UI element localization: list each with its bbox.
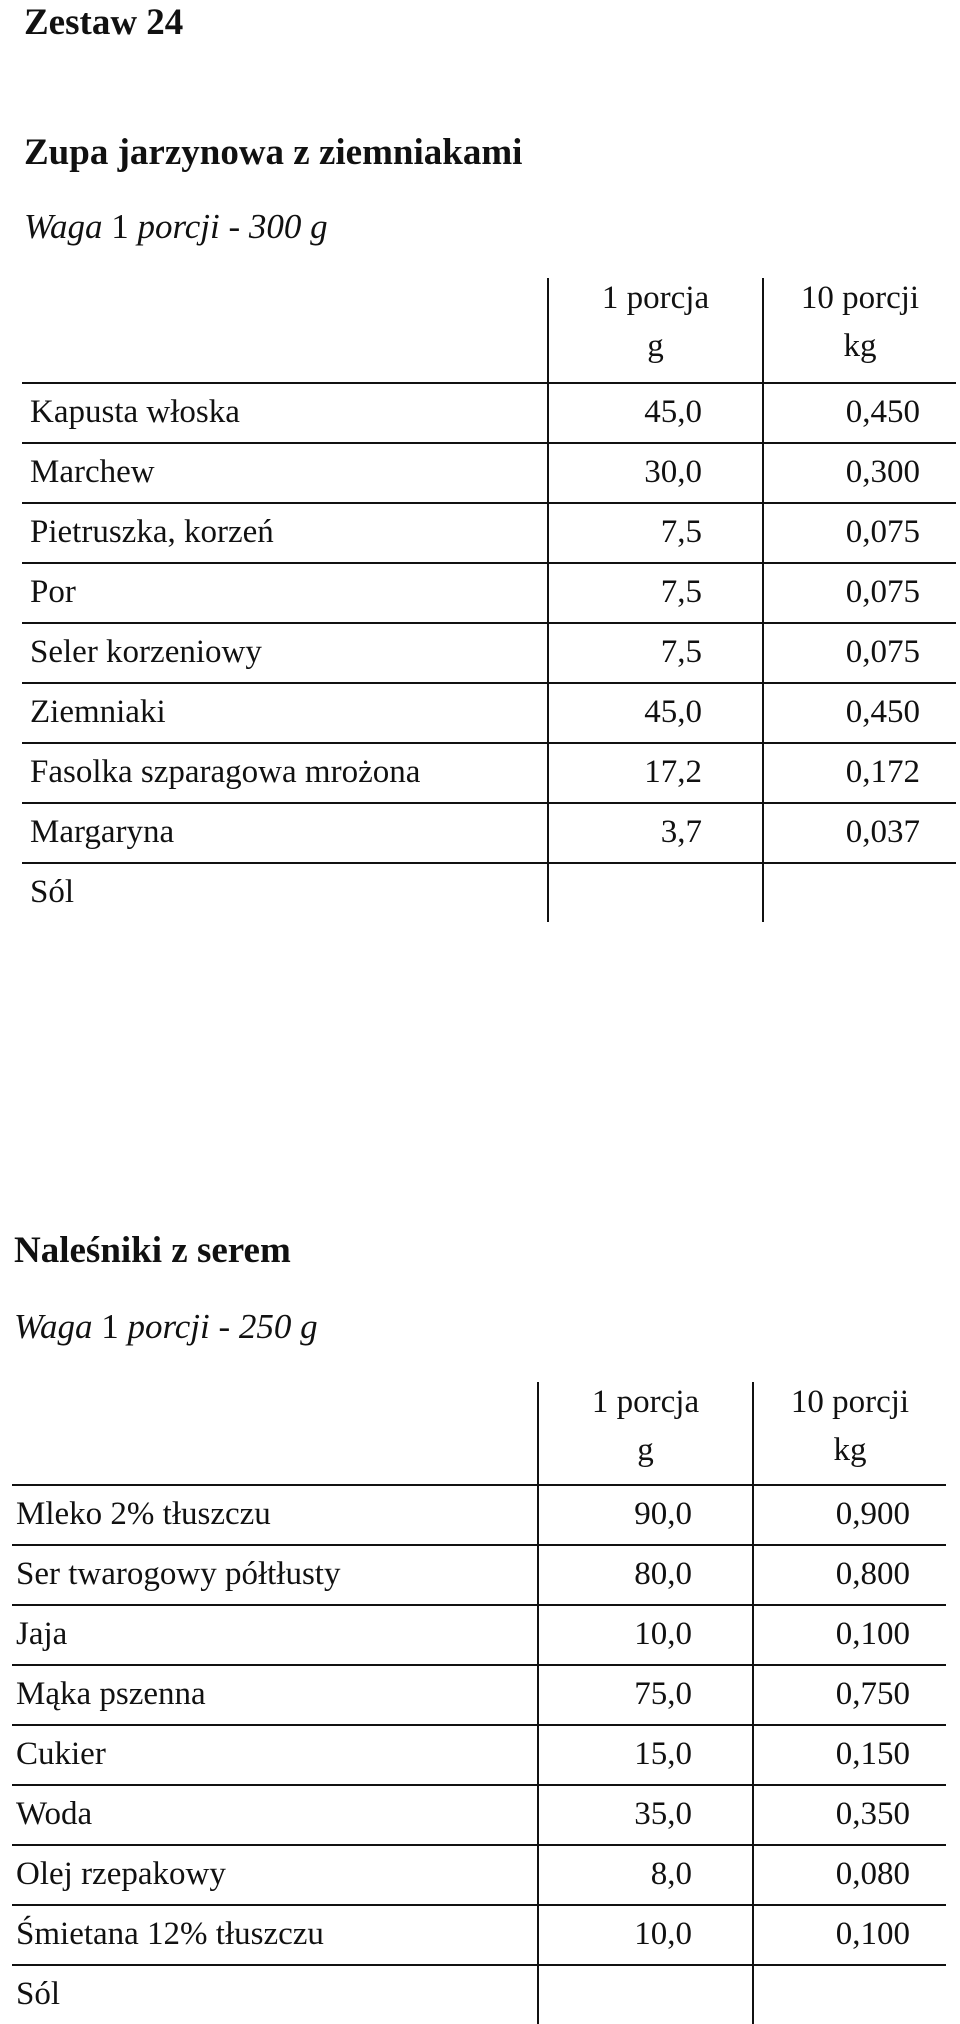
ingredient-name: Marchew bbox=[30, 454, 155, 490]
set-title: Zestaw 24 bbox=[24, 2, 184, 43]
amount-one-portion-g: 8,0 bbox=[650, 1856, 692, 1892]
row-divider bbox=[22, 622, 956, 624]
column-divider bbox=[752, 1382, 754, 2024]
header-portions-label: 10 porcji bbox=[800, 280, 920, 316]
row-divider bbox=[12, 1544, 946, 1546]
amount-one-portion-g: 10,0 bbox=[634, 1616, 692, 1652]
ingredient-name: Mąka pszenna bbox=[16, 1676, 206, 1712]
row-divider bbox=[12, 1904, 946, 1906]
weight-label: Waga bbox=[14, 1307, 93, 1346]
amount-one-portion-g: 45,0 bbox=[644, 694, 702, 730]
column-divider bbox=[537, 1382, 539, 2024]
amount-one-portion-g: 30,0 bbox=[644, 454, 702, 490]
row-divider bbox=[22, 442, 956, 444]
column-divider bbox=[762, 278, 764, 922]
row-divider bbox=[22, 742, 956, 744]
header-portion-label: 1 porcja bbox=[591, 1384, 700, 1420]
amount-ten-portions-kg: 0,037 bbox=[845, 814, 920, 850]
amount-one-portion-g: 17,2 bbox=[644, 754, 702, 790]
amount-ten-portions-kg: 0,080 bbox=[835, 1856, 910, 1892]
amount-ten-portions-kg: 0,450 bbox=[845, 694, 920, 730]
amount-ten-portions-kg: 0,172 bbox=[845, 754, 920, 790]
header-col-10-portions bbox=[754, 1382, 946, 1470]
ingredient-name: Śmietana 12% tłuszczu bbox=[16, 1916, 324, 1952]
column-divider bbox=[547, 278, 549, 922]
weight-rest: porcji - 300 g bbox=[137, 207, 328, 246]
portion-weight bbox=[24, 205, 328, 249]
amount-one-portion-g: 3,7 bbox=[660, 814, 702, 850]
amount-ten-portions-kg: 0,450 bbox=[845, 394, 920, 430]
amount-ten-portions-kg: 0,075 bbox=[845, 514, 920, 550]
header-col-1-portion bbox=[549, 278, 762, 366]
amount-one-portion-g: 75,0 bbox=[634, 1676, 692, 1712]
portion-weight bbox=[14, 1305, 318, 1349]
header-unit-kg: kg bbox=[843, 328, 877, 364]
weight-rest: porcji - 250 g bbox=[127, 1307, 318, 1346]
row-divider bbox=[12, 1724, 946, 1726]
header-portion-label: 1 porcja bbox=[601, 280, 710, 316]
dish-title: Zupa jarzynowa z ziemniakami bbox=[24, 132, 523, 173]
weight-label: Waga bbox=[24, 207, 103, 246]
header-col-1-portion bbox=[539, 1382, 752, 1470]
row-divider bbox=[22, 562, 956, 564]
amount-one-portion-g: 7,5 bbox=[660, 514, 702, 550]
ingredient-name: Margaryna bbox=[30, 814, 175, 850]
ingredients-table bbox=[12, 1382, 946, 2021]
row-divider bbox=[22, 682, 956, 684]
row-divider bbox=[22, 382, 956, 384]
amount-ten-portions-kg: 0,100 bbox=[835, 1916, 910, 1952]
ingredient-name: Sól bbox=[16, 1976, 61, 2012]
row-divider bbox=[22, 862, 956, 864]
row-divider bbox=[12, 1484, 946, 1486]
amount-ten-portions-kg: 0,100 bbox=[835, 1616, 910, 1652]
weight-number: 1 bbox=[101, 1307, 119, 1346]
amount-one-portion-g: 80,0 bbox=[634, 1556, 692, 1592]
ingredient-name: Sól bbox=[30, 874, 75, 910]
ingredient-name: Por bbox=[30, 574, 76, 610]
row-divider bbox=[22, 802, 956, 804]
ingredient-name: Seler korzeniowy bbox=[30, 634, 262, 670]
amount-one-portion-g: 15,0 bbox=[634, 1736, 692, 1772]
row-divider bbox=[12, 1664, 946, 1666]
ingredient-name: Ser twarogowy półtłusty bbox=[16, 1556, 341, 1592]
amount-one-portion-g: 45,0 bbox=[644, 394, 702, 430]
row-divider bbox=[12, 1604, 946, 1606]
amount-ten-portions-kg: 0,075 bbox=[845, 574, 920, 610]
ingredient-name: Mleko 2% tłuszczu bbox=[16, 1496, 271, 1532]
ingredient-name: Woda bbox=[16, 1796, 93, 1832]
amount-one-portion-g: 90,0 bbox=[634, 1496, 692, 1532]
ingredient-name: Kapusta włoska bbox=[30, 394, 240, 430]
ingredient-name: Jaja bbox=[16, 1616, 68, 1652]
header-col-10-portions bbox=[764, 278, 956, 366]
amount-one-portion-g: 10,0 bbox=[634, 1916, 692, 1952]
row-divider bbox=[12, 1964, 946, 1966]
ingredients-table bbox=[22, 278, 956, 918]
amount-ten-portions-kg: 0,750 bbox=[835, 1676, 910, 1712]
row-divider bbox=[12, 1784, 946, 1786]
ingredient-name: Fasolka szparagowa mrożona bbox=[30, 754, 421, 790]
ingredient-name: Olej rzepakowy bbox=[16, 1856, 226, 1892]
header-unit-kg: kg bbox=[833, 1432, 867, 1468]
row-divider bbox=[22, 502, 956, 504]
amount-ten-portions-kg: 0,900 bbox=[835, 1496, 910, 1532]
amount-one-portion-g: 7,5 bbox=[660, 634, 702, 670]
header-portions-label: 10 porcji bbox=[790, 1384, 910, 1420]
ingredient-name: Cukier bbox=[16, 1736, 106, 1772]
ingredient-name: Ziemniaki bbox=[30, 694, 166, 730]
header-unit-g: g bbox=[647, 328, 664, 364]
ingredient-name: Pietruszka, korzeń bbox=[30, 514, 274, 550]
amount-ten-portions-kg: 0,150 bbox=[835, 1736, 910, 1772]
header-unit-g: g bbox=[637, 1432, 654, 1468]
amount-ten-portions-kg: 0,350 bbox=[835, 1796, 910, 1832]
weight-number: 1 bbox=[111, 207, 129, 246]
dish-title: Naleśniki z serem bbox=[14, 1230, 291, 1271]
amount-one-portion-g: 7,5 bbox=[660, 574, 702, 610]
amount-ten-portions-kg: 0,075 bbox=[845, 634, 920, 670]
row-divider bbox=[12, 1844, 946, 1846]
amount-one-portion-g: 35,0 bbox=[634, 1796, 692, 1832]
amount-ten-portions-kg: 0,300 bbox=[845, 454, 920, 490]
amount-ten-portions-kg: 0,800 bbox=[835, 1556, 910, 1592]
